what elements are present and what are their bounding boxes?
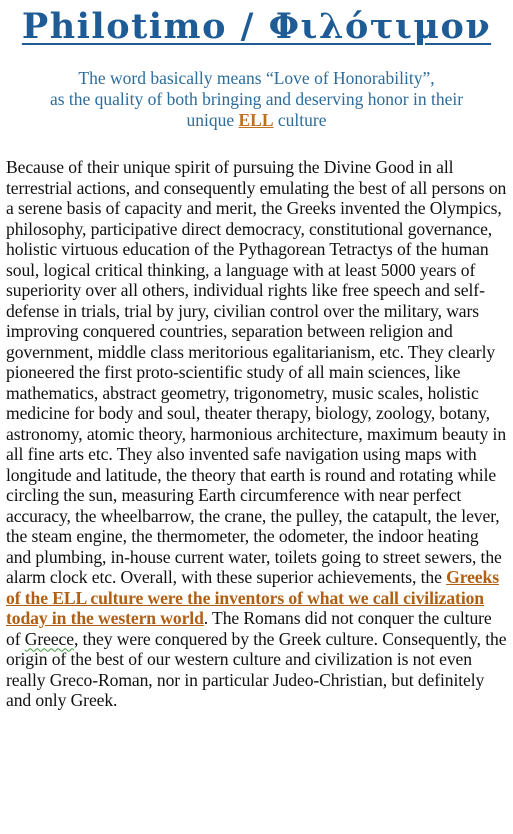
ell-link[interactable]: ELL: [238, 110, 274, 130]
subtitle-line-2: as the quality of both bringing and deserving honor in their: [49, 89, 464, 109]
body-paragraph: [6, 157, 507, 711]
civilization-link[interactable]: Greeks of the ELL culture were the inventors of what we call civilization today in the western world: [6, 567, 499, 628]
subtitle: [6, 68, 507, 131]
body-text-part-3: , they were conquered by the Greek culture. Consequently, the origin of the best of our western culture and civilization is not even really Greco-Roman, nor in particular Judeo-Christian, but definitely and only Greek.: [6, 628, 507, 710]
subtitle-line-1: The word basically means “Love of Honorability”,: [78, 68, 435, 88]
body-text-part-1: Because of their unique spirit of pursuing the Divine Good in all terrestrial actions, and consequently emulating the best of all persons on a serene basis of capacity and merit, the Greeks invented the Olympics, philosophy, participative direct democracy, constitutional governance, holistic virtuous education of the Pythagorean Tetractys of the human soul, logical critical thinking, a language with at least 5000 years of superiority over all others, individual rights like free speech and self-defense in trials, trial by jury, civilian control over the military, wars improving conquered countries, separation between religion and government, middle class meritorious egalitarianism, etc. They clearly pioneered the first proto-scientific study of all main sciences, like mathematics, abstract geometry, trigonometry, music scales, holistic medicine for body and soul, theater therapy, biology, zoology, botany, astronomy, atomic theory, harmonious architecture, maximum beauty in all fine arts etc. They also invented safe navigation using maps with longitude and latitude, the theory that earth is round and rotating while circling the sun, measuring Earth circumference with near perfect accuracy, the wheelbarrow, the crane, the pulley, the catapult, the lever, the steam engine, the thermometer, the odometer, the indoor heating and plumbing, in-house current water, toilets going to street sewers, the alarm clock etc. Overall, with these superior achievements, the: [6, 157, 507, 587]
body-text-part-2: . The Romans did not conquer the culture of: [6, 608, 492, 649]
subtitle-line-3-after: culture: [273, 110, 327, 130]
page-title: Philotimo / Φιλότιμον: [21, 6, 492, 47]
subtitle-line-3-before: unique: [186, 110, 239, 130]
spellcheck-word-greece: Greece: [24, 628, 74, 649]
